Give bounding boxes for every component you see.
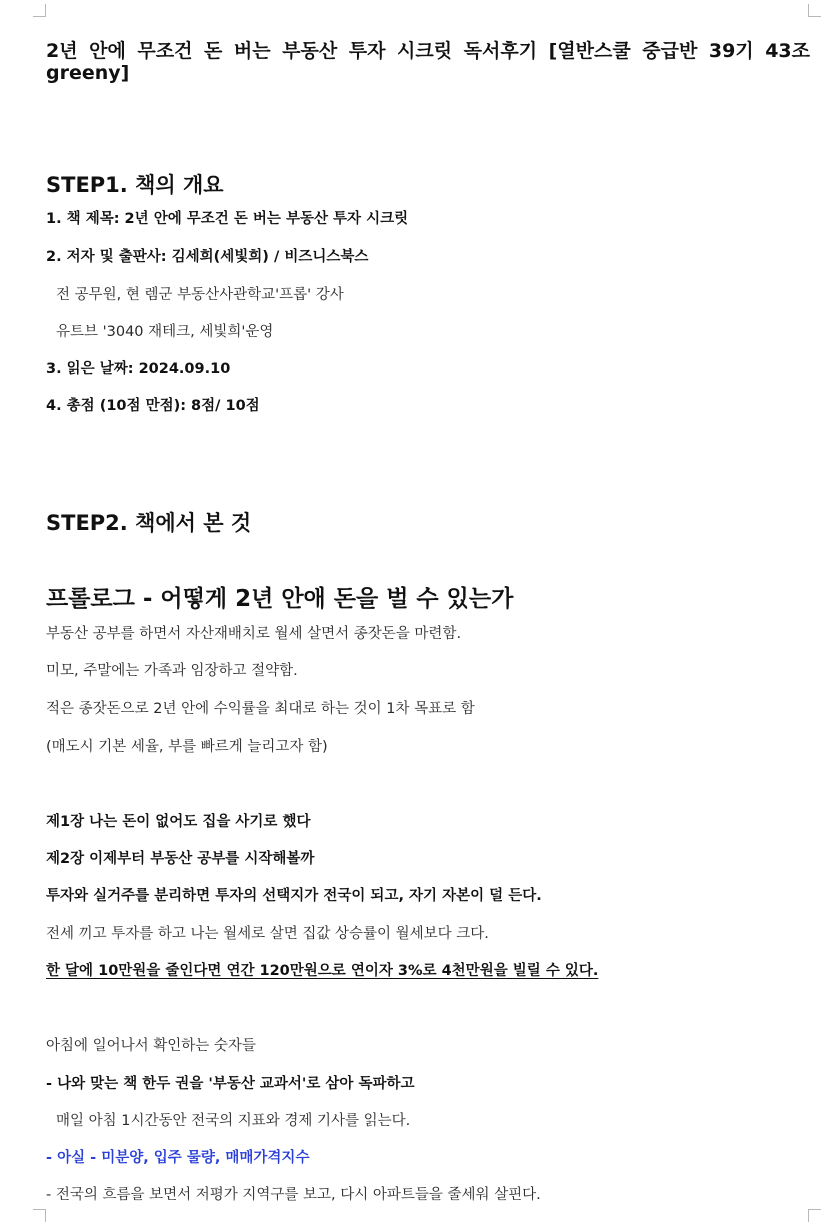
chapter-1-title: 제1장 나는 돈이 없어도 집을 사기로 했다 <box>46 814 311 830</box>
author-career-line: 전 공무원, 현 렘군 부동산사관학교'프롭' 강사 <box>56 287 344 303</box>
step2-heading: STEP2. 책에서 본 것 <box>46 511 252 535</box>
author-publisher-line: 2. 저자 및 출판사: 김세희(세빛희) / 비즈니스북스 <box>46 249 369 265</box>
morning-heading: 아침에 일어나서 확인하는 숫자들 <box>46 1038 256 1054</box>
body-line: 투자와 실거주를 분리하면 투자의 선택지가 전국이 되고, 자기 자본이 덜 든다. <box>46 888 542 904</box>
morning-line-highlight: - 아실 - 미분양, 입주 물량, 매매가격지수 <box>46 1150 310 1166</box>
chapter-2-title: 제2장 이제부터 부동산 공부를 시작해볼까 <box>46 851 315 867</box>
author-youtube-line: 유트브 '3040 재테크, 세빛희'운영 <box>56 324 274 340</box>
score-line: 4. 총점 (10점 만점): 8점/ 10점 <box>46 398 260 414</box>
morning-line: 매일 아침 1시간동안 전국의 지표와 경제 기사를 읽는다. <box>56 1113 411 1129</box>
read-date-line: 3. 읽은 날짜: 2024.09.10 <box>46 361 231 377</box>
body-line-underlined: 한 달에 10만원을 줄인다면 연간 120만원으로 연이자 3%로 4천만원을 빌릴 수 있다. <box>46 963 599 979</box>
document-page <box>46 0 812 1225</box>
page-corner-mark <box>33 1209 46 1222</box>
page-corner-mark <box>33 4 46 17</box>
prologue-line: 적은 종잣돈으로 2년 안에 수익률을 최대로 하는 것이 1차 목표로 함 <box>46 701 475 717</box>
body-line: 전세 끼고 투자를 하고 나는 월세로 살면 집값 상승률이 월세보다 크다. <box>46 926 489 942</box>
step1-heading: STEP1. 책의 개요 <box>46 173 224 197</box>
morning-line: - 나와 맞는 책 한두 권을 '부동산 교과서'로 삼아 독파하고 <box>46 1076 415 1092</box>
prologue-line: 미모, 주말에는 가족과 임장하고 절약함. <box>46 663 298 679</box>
document-title: 2년 안에 무조건 돈 버는 부동산 투자 시크릿 독서후기 [열반스쿨 중급반 39기 43조 greeny] <box>46 40 810 84</box>
book-title-line: 1. 책 제목: 2년 안에 무조건 돈 버는 부동산 투자 시크릿 <box>46 211 409 227</box>
prologue-heading: 프롤로그 - 어떻게 2년 안애 돈을 벌 수 있는가 <box>46 586 514 612</box>
morning-line: - 전국의 흐름을 보면서 저평가 지역구를 보고, 다시 아파트들을 줄세워 살핀다. <box>46 1187 541 1203</box>
prologue-line: 부동산 공부를 하면서 자산재배치로 월세 살면서 종잣돈을 마련함. <box>46 626 462 642</box>
prologue-line: (매도시 기본 세율, 부를 빠르게 늘리고자 함) <box>46 739 328 755</box>
